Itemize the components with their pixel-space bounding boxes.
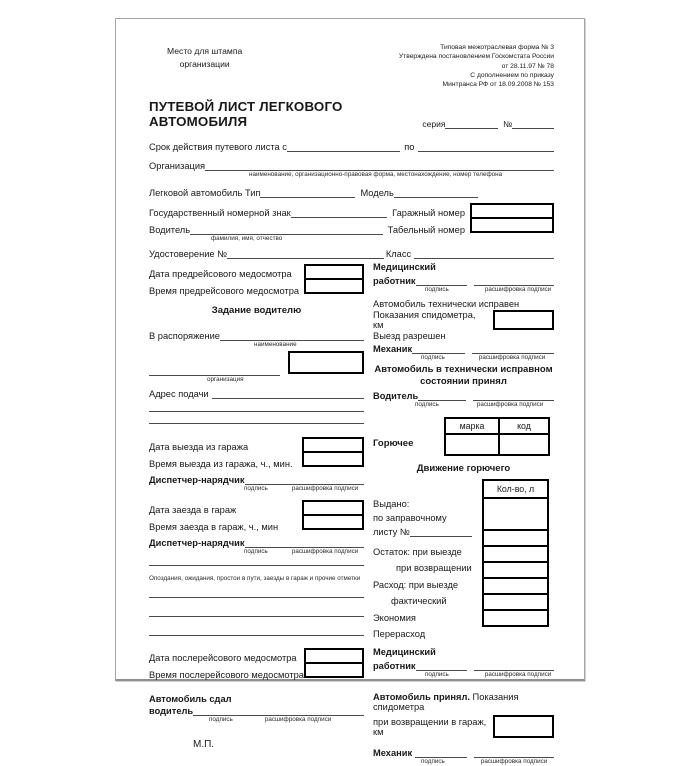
address-extra-line [149, 412, 364, 424]
validity-from-blank [287, 141, 400, 152]
form-title: ПУТЕВОЙ ЛИСТ ЛЕГКОВОГО АВТОМОБИЛЯ [149, 99, 343, 130]
address-label: Адрес подачи [149, 389, 209, 400]
stamp-line2: организации [179, 58, 230, 69]
overrun-label: Перерасход [373, 629, 426, 639]
sign-decode-hint: расшифровка подписи [480, 758, 548, 765]
driver-blank [190, 224, 383, 235]
dispatcher2-blank [245, 538, 364, 548]
plate-blank [291, 207, 387, 218]
plate-label: Государственный номерной знак [149, 208, 291, 219]
address-blank [212, 388, 364, 399]
odometer-row [373, 310, 554, 330]
depart-allowed-text: Выезд разрешен [373, 331, 446, 342]
validity-to-label: по [404, 142, 415, 153]
arrive-time-box [302, 514, 364, 530]
issued-label-2: по заправочному [373, 513, 447, 523]
fuel-brand-header: марка [445, 418, 499, 434]
medical2-label-line2: работник [373, 661, 416, 671]
posttrip-time-box [304, 662, 364, 678]
mechanic2-captions [373, 758, 554, 766]
disposal-blank [220, 330, 364, 341]
mechanic2-row [373, 748, 554, 758]
mechanic2-label: Механик [373, 748, 413, 758]
sign-decode-hint: расшифровка подписи [291, 485, 359, 493]
driver-hint-row [149, 235, 554, 243]
class-label: Класс [385, 249, 412, 260]
sign-decode-hint: расшифровка подписи [478, 354, 546, 362]
address-extra-line [149, 399, 364, 412]
waybill-form-sheet [115, 18, 585, 765]
medical2-sign-blank [416, 661, 468, 671]
number-label: № [503, 119, 513, 130]
depart-time-box [302, 451, 364, 467]
car-accepted-row2 [373, 715, 554, 738]
sign-decode-hint: расшифровка подписи [484, 286, 552, 294]
dispatcher1-label: Диспетчер-нарядчик [149, 475, 245, 486]
plate-driver-block [149, 201, 554, 235]
driver2-decode-blank [473, 391, 554, 401]
consumption-out-label: Расход: при выезде [373, 579, 459, 590]
arrive-time-label: Время заезда в гараж, ч., мин [149, 522, 279, 533]
car-accepted-line2: при возвращении в гараж, км [373, 716, 487, 737]
posttrip-block [149, 646, 364, 680]
medical2-decode-blank [474, 661, 554, 671]
economy-label: Экономия [373, 612, 416, 623]
return-odometer-box [493, 715, 555, 738]
issued-label-3: листу № [373, 527, 410, 537]
approval-line: Утверждена постановлением Госкомстата России [398, 53, 554, 61]
fuel-code-header: код [499, 418, 549, 434]
fuel-movement-block [373, 479, 554, 639]
approval-line: Минтранса РФ от 18.09.2008 № 153 [442, 81, 554, 88]
fuel-movement-cells [482, 479, 549, 639]
mechanic1-captions [373, 354, 554, 362]
dispatcher2-captions [149, 548, 364, 556]
validity-row [149, 137, 554, 152]
dispatcher1-blank [245, 475, 364, 485]
fuel-movement-labels [373, 479, 482, 639]
organization-hint-row [149, 171, 554, 179]
depart-time-label: Время выезда из гаража, ч., мин. [149, 459, 293, 470]
organization-blank [205, 160, 554, 171]
approval-line: от 28.11.97 № 78 [501, 62, 554, 70]
sign-hint: подпись [244, 485, 268, 493]
tab-number-label: Табельный номер [387, 225, 465, 236]
arrive-block [149, 498, 364, 532]
consumption-fact-label: фактический [391, 596, 447, 606]
disposal-hint-row [149, 341, 364, 349]
disposal-row [149, 326, 364, 341]
pretrip-boxes [304, 264, 364, 294]
task-heading: Задание водителю [211, 305, 302, 317]
garage-number-label: Гаражный номер [392, 208, 465, 219]
validity-from-label: Срок действия путевого листа с [149, 142, 287, 153]
number-blank [512, 119, 554, 129]
depart-boxes [302, 437, 364, 467]
organization-label: Организация [149, 161, 206, 172]
sign-decode-hint: расшифровка подписи [291, 548, 359, 556]
qty-header: Кол-во, л [482, 479, 549, 499]
handed-driver-blank [193, 706, 364, 716]
driver2-captions [373, 401, 554, 409]
left-column [149, 262, 364, 766]
dispatcher2-label: Диспетчер-нарядчик [149, 538, 245, 549]
fuel-table [444, 417, 550, 456]
posttrip-time-label: Время послерейсового медосмотра [149, 670, 304, 681]
series-blank [445, 119, 498, 129]
dispatcher1-row [149, 475, 364, 485]
tab-number-box [470, 217, 554, 233]
sign-hint: подпись [209, 716, 233, 724]
medical2-sign-row [373, 661, 554, 671]
medical1-captions [373, 286, 554, 294]
medical1-label-line2: работник [373, 276, 416, 287]
car-row [149, 183, 554, 198]
mechanic1-label: Механик [373, 344, 413, 355]
fuel-block [373, 417, 554, 456]
mechanic1-row [373, 344, 554, 354]
dispatcher1-captions [149, 485, 364, 493]
car-model-label: Модель [360, 188, 394, 199]
arrive-boxes [302, 500, 364, 530]
sign-hint: подпись [421, 758, 445, 765]
driver-row [149, 218, 470, 235]
stamp-mp: М.П. [193, 739, 215, 751]
driver-label: Водитель [149, 225, 191, 236]
depart-date-label: Дата выезда из гаража [149, 442, 249, 453]
sign-hint: подпись [415, 401, 439, 408]
notes-line [149, 617, 364, 636]
notes-line [149, 582, 364, 598]
title-row [149, 99, 554, 129]
approval-block [399, 43, 554, 89]
car-accepted-rest: Показания спидометра [373, 692, 519, 712]
license-class-row [149, 244, 554, 259]
validity-to-blank [418, 141, 554, 152]
sign-hint: подпись [425, 286, 449, 294]
sign-decode-hint: расшифровка подписи [264, 716, 332, 724]
car-type-blank [260, 187, 355, 198]
pretrip-date-label: Дата предрейсового медосмотра [149, 269, 292, 280]
mechanic1-sign-blank [412, 344, 465, 354]
pretrip-time-label: Время предрейсового медосмотра [149, 286, 300, 297]
driver2-sign-blank [418, 391, 465, 401]
notes-blank-line [149, 556, 364, 566]
car-type-label: Легковой автомобиль Тип [149, 188, 261, 199]
posttrip-boxes [304, 648, 364, 678]
car-handed-heading: Автомобиль сдал [149, 694, 232, 705]
medical1-decode-blank [474, 276, 554, 286]
medical1-label-line1: Медицинский [373, 262, 436, 273]
disposal-org-row [149, 351, 364, 376]
fuel-code-cell [499, 434, 549, 455]
handed-driver-row [149, 706, 364, 716]
approval-line: Типовая межотраслевая форма № 3 [440, 44, 554, 51]
disposal-label: В распоряжение [149, 331, 220, 342]
disposal-org-hint: организация [207, 376, 244, 384]
disposal-org-hint-row [149, 376, 364, 384]
rest-out-label: Остаток: при выезде [373, 546, 462, 557]
pretrip-time-box [304, 278, 364, 294]
notes-caption: Опоздания, ожидания, простои в пути, заезды в гараж и прочие отметки [149, 575, 361, 583]
mechanic2-sign-blank [415, 748, 467, 758]
disposal-name-hint: наименование [254, 341, 297, 349]
tech-ok-text: Автомобиль технически исправен [373, 299, 520, 310]
sign-decode-hint: расшифровка подписи [484, 671, 552, 678]
license-blank [227, 248, 384, 259]
overrun-cell [482, 609, 549, 627]
stamp-place [167, 45, 242, 71]
dispatcher2-row [149, 538, 364, 548]
medical2-captions [373, 671, 554, 679]
sign-hint: подпись [421, 354, 445, 362]
right-column [364, 262, 554, 766]
organization-hint: наименование, организационно-правовая форма, местонахождение, номер телефона [249, 171, 503, 179]
organization-row [149, 156, 554, 171]
driver-fio-hint: фамилия, имя, отчество [211, 235, 283, 243]
disposal-org-blank [149, 352, 280, 376]
driver2-label: Водитель [373, 391, 419, 401]
stamp-line1: Место для штампа [167, 46, 243, 56]
disposal-org-box [288, 351, 364, 374]
arrive-date-label: Дата заезда в гараж [149, 505, 237, 516]
car-accepted-bold: Автомобиль принял. [373, 692, 470, 702]
car-accepted-line1 [373, 692, 554, 712]
medical1-sign-blank [416, 276, 468, 286]
odometer-label: Показания спидометра, км [373, 310, 476, 331]
fuel-label: Горючее [373, 438, 414, 449]
address-row [149, 384, 364, 399]
approval-line: С дополнением по приказу [470, 71, 554, 79]
notes-line [149, 598, 364, 617]
form-columns [149, 262, 554, 766]
issued-label-1: Выдано: [373, 499, 410, 509]
fuel-brand-cell [445, 434, 499, 455]
form-header [149, 43, 554, 89]
issued-sheet-blank [410, 527, 472, 537]
medical1-sign-row [373, 276, 554, 286]
posttrip-date-label: Дата послерейсового медосмотра [149, 653, 297, 664]
plate-row [149, 201, 470, 218]
rest-return-label: при возвращении [396, 563, 472, 573]
handed-driver-captions [149, 716, 364, 724]
issued-qty-cell [482, 497, 549, 531]
class-blank [414, 248, 554, 259]
series-label: серия [422, 119, 446, 130]
license-label: Удостоверение № [149, 249, 228, 260]
car-model-blank [394, 187, 478, 198]
accept-heading: Автомобиль в технически исправном состоянии принял [374, 364, 553, 388]
handed-driver-label: водитель [149, 706, 194, 717]
sign-hint: подпись [425, 671, 449, 678]
mechanic1-decode-blank [472, 344, 554, 354]
sign-hint: подпись [244, 548, 268, 556]
medical2-label-line1: Медицинский [373, 647, 436, 657]
garage-tab-boxes [470, 203, 554, 233]
odometer-box [493, 310, 554, 330]
driver2-row [373, 391, 554, 401]
pretrip-block [149, 262, 364, 296]
mechanic2-decode-blank [474, 748, 554, 758]
sign-decode-hint: расшифровка подписи [476, 401, 544, 408]
movement-heading: Движение горючего [416, 463, 511, 474]
depart-block [149, 435, 364, 469]
